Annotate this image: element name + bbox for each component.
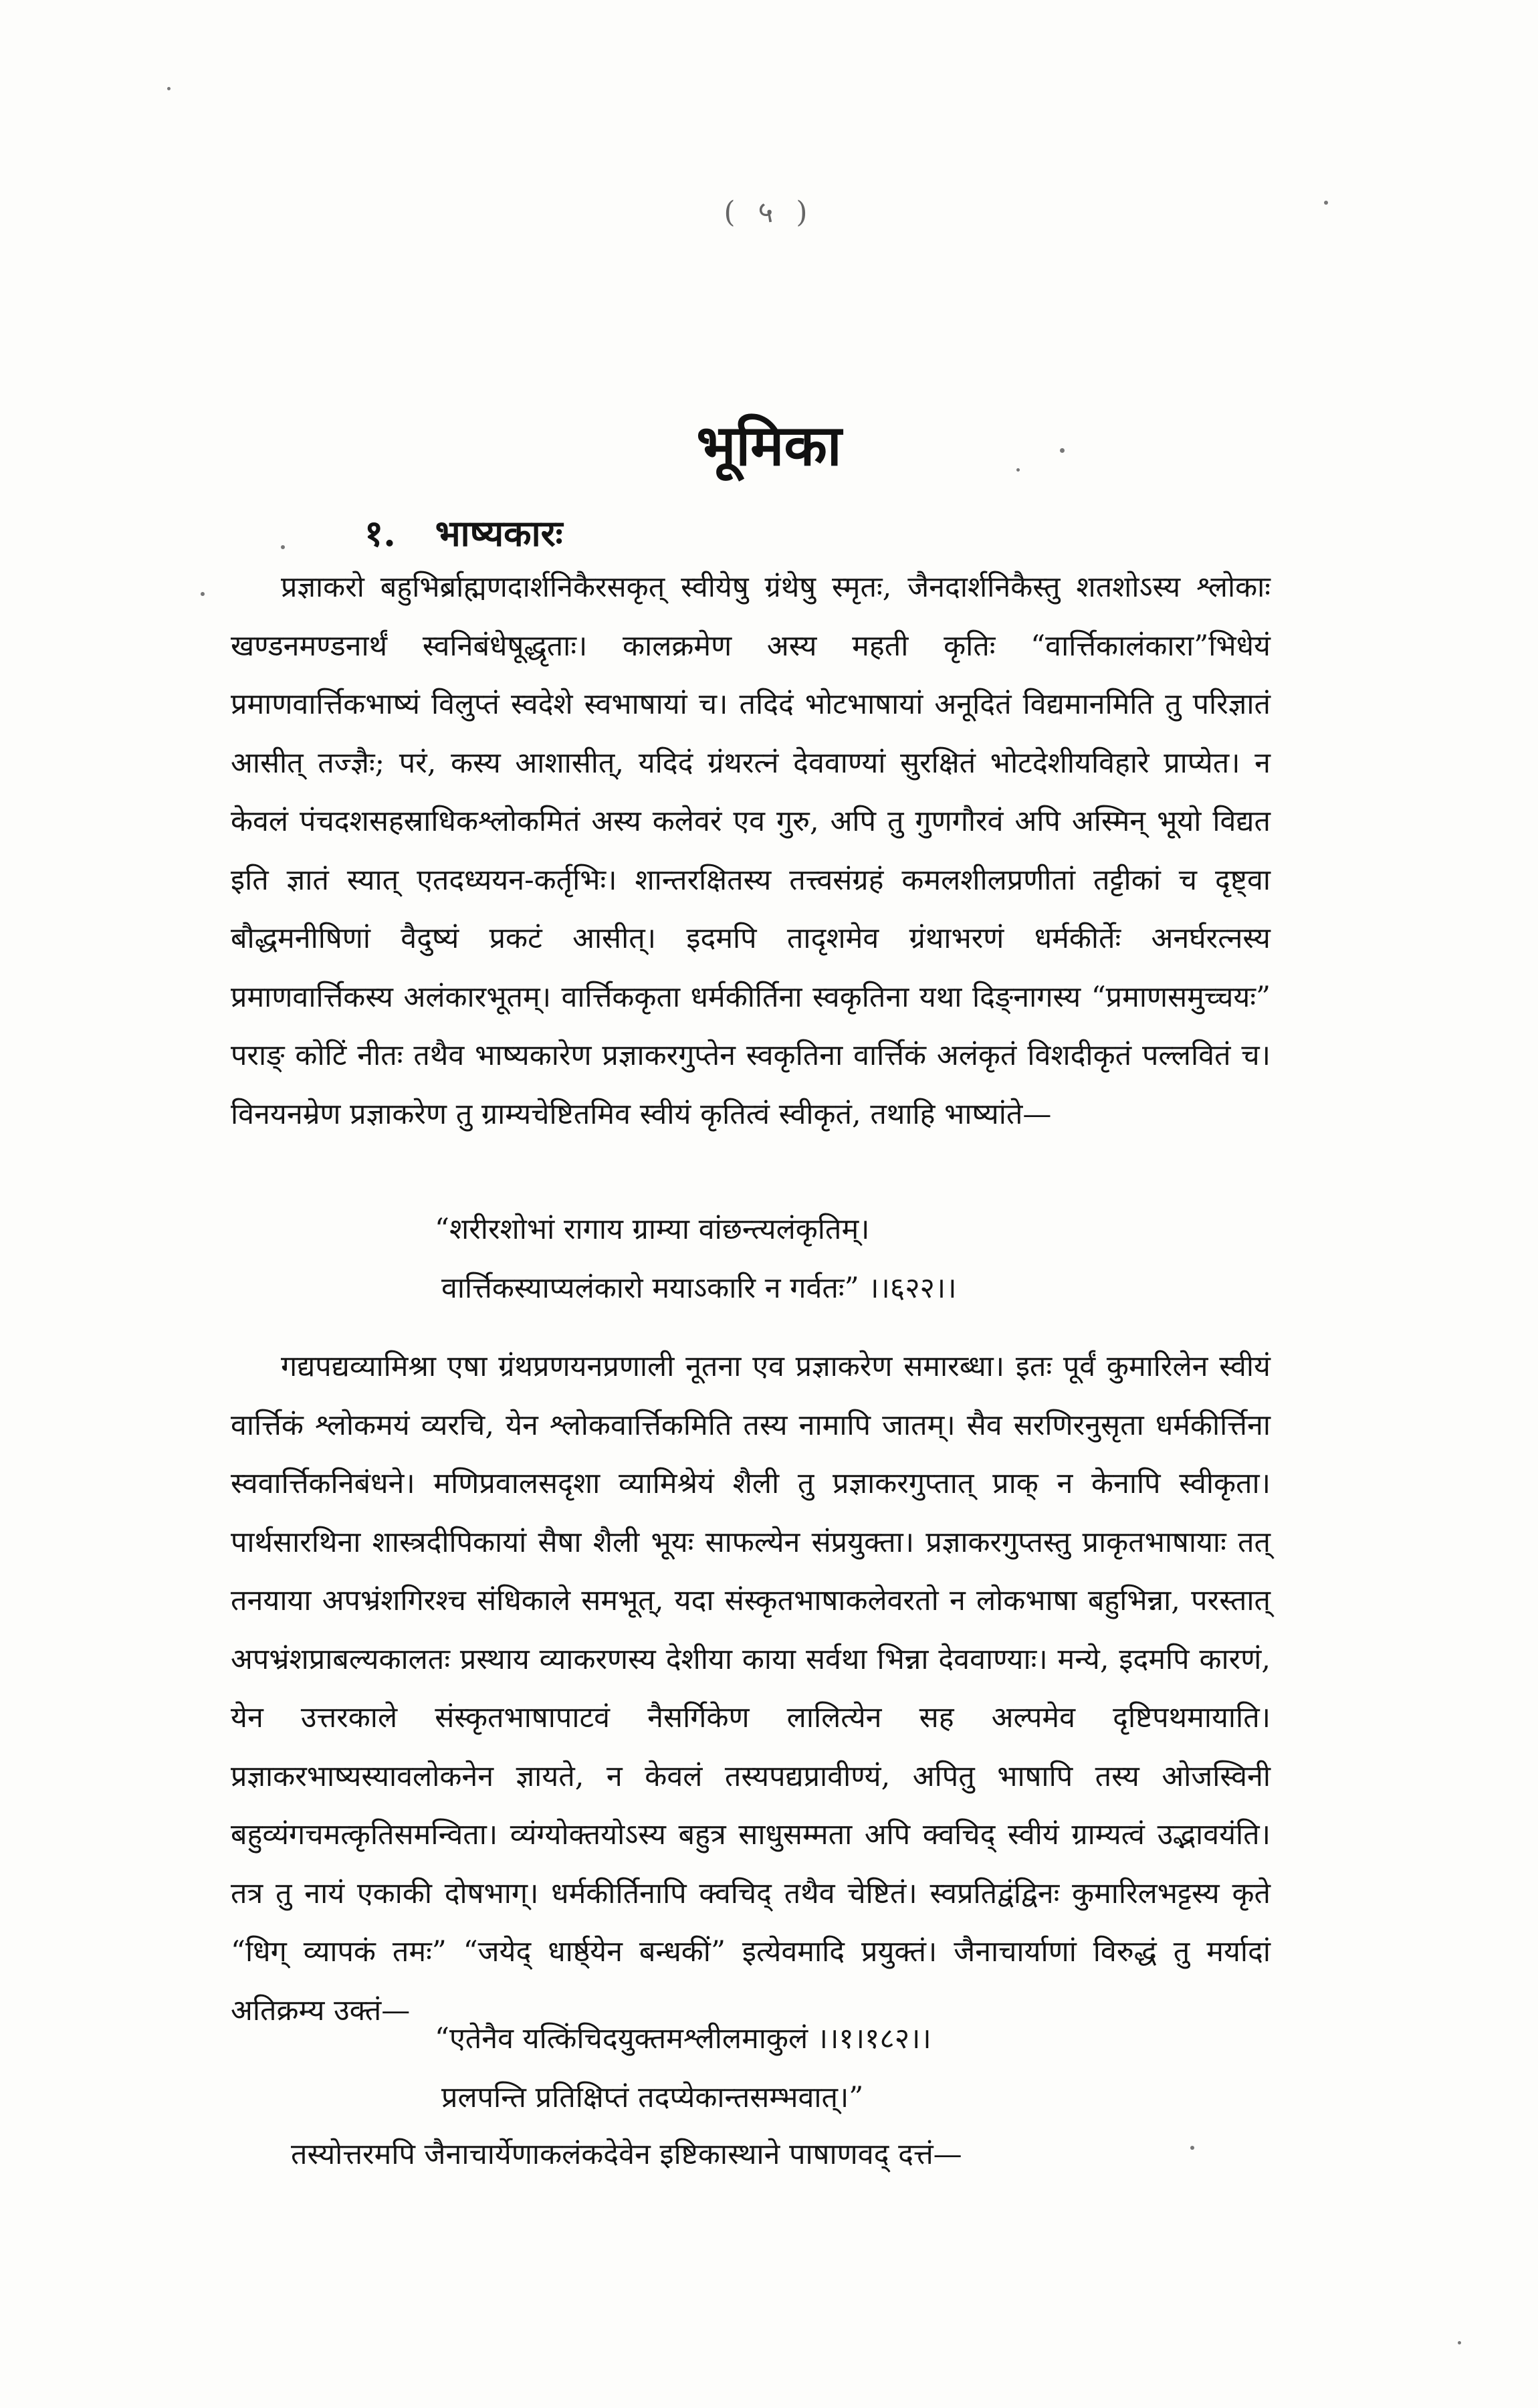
page-title: भूमिका — [696, 412, 842, 478]
scan-speck — [1016, 468, 1020, 472]
verse-2-line-2: प्रलपन्ति प्रतिक्षिप्तं तदप्येकान्तसम्भवात्।” — [441, 2080, 864, 2114]
scan-speck — [1060, 448, 1065, 453]
scan-speck — [1324, 201, 1328, 205]
paragraph-2: गद्यपद्यव्यामिश्रा एषा ग्रंथप्रणयनप्रणाली नूतना एव प्रज्ञाकरेण समारब्धा। इतः पूर्वं कुमारिलेन स्वीयं वार्त्तिकं श्लोकमयं व्यरचि, येन श्लोकवार्त्तिकमिति तस्य नामापि जातम्। सैव सरणिरनुसृता धर्मकीर्त्तिना स्ववार्त्तिकनिबंधने। मणिप्रवालसदृशा व्यामिश्रेयं शैली तु प्रज्ञाकरगुप्तात् प्राक् न केनापि स्वीकृता। पार्थसारथिना शास्त्रदीपिकायां सैषा शैली भूयः साफल्येन संप्रयुक्ता। प्रज्ञाकरगुप्तस्तु प्राकृतभाषायाः तत् तनयाया अपभ्रंशगिरश्च संधिकाले समभूत्, यदा संस्कृतभाषाकलेवरतो न लोकभाषा बहुभिन्ना, परस्तात् अपभ्रंशप्राबल्यकालतः प्रस्थाय व्याकरणस्य देशीया काया सर्वथा भिन्ना देववाण्याः। मन्ये, इदमपि कारणं, येन उत्तरकाले संस्कृतभाषापाटवं नैसर्गिकेण लालित्येन सह अल्पमेव दृष्टिपथमायाति। प्रज्ञाकरभाष्यस्यावलोकनेन ज्ञायते, न केवलं तस्यपद्यप्रावीण्यं, अपितु भाषापि तस्य ओजस्विनी बहुव्यंगचमत्कृतिसमन्विता। व्यंग्योक्तयोऽस्य बहुत्र साधुसम्मता अपि क्वचिद् स्वीयं ग्राम्यत्वं उद्भावयंति। तत्र तु नायं एकाकी दोषभाग्। धर्मकीर्तिनापि क्वचिद् तथैव चेष्टितं। स्वप्रतिद्वंद्विनः कुमारिलभट्टस्य कृते “धिग् व्यापकं तमः” “जयेद् धार्ष्ठ्येन बन्धकीं” इत्येवमादि प्रयुक्तं। जैनाचार्याणां विरुद्धं तु मर्यादां अतिक्रम्य उक्तं— — [231, 1350, 1271, 2027]
scan-speck — [1190, 2146, 1194, 2150]
section-heading — [364, 507, 563, 557]
paragraph-1: प्रज्ञाकरो बहुभिर्ब्राह्मणदार्शनिकैरसकृत् स्वीयेषु ग्रंथेषु स्मृतः, जैनदार्शनिकैस्तु शतशोऽस्य श्लोकाः खण्डनमण्डनार्थं स्वनिबंधेषूद्धृताः। कालक्रमेण अस्य महती कृतिः “वार्त्तिकालंकारा”भिधेयं प्रमाणवार्त्तिकभाष्यं विलुप्तं स्वदेशे स्वभाषायां च। तदिदं भोटभाषायां अनूदितं विद्यमानमिति तु परिज्ञातं आसीत् तज्ज्ञैः; परं, कस्य आशासीत्, यदिदं ग्रंथरत्नं देववाण्यां सुरक्षितं भोटदेशीयविहारे प्राप्येत। न केवलं पंचदशसहस्राधिकश्लोकमितं अस्य कलेवरं एव गुरु, अपि तु गुणगौरवं अपि अस्मिन् भूयो विद्यत इति ज्ञातं स्यात् एतदध्ययन-कर्तृभिः। शान्तरक्षितस्य तत्त्वसंग्रहं कमलशीलप्रणीतां तट्टीकां च दृष्ट्वा बौद्धमनीषिणां वैदुष्यं प्रकटं आसीत्। इदमपि तादृशमेव ग्रंथाभरणं धर्मकीर्तेः अनर्घरत्नस्य प्रमाणवार्त्तिकस्य अलंकारभूतम्। वार्त्तिककृता धर्मकीर्तिना स्वकृतिना यथा दिङ्नागस्य “प्रमाणसमुच्चयः” पराङ् कोटिं नीतः तथैव भाष्यकारेण प्रज्ञाकरगुप्तेन स्वकृतिना वार्त्तिकं अलंकृतं विशदीकृतं पल्लवितं च। विनयनम्रेण प्रज्ञाकरेण तु ग्राम्यचेष्टितमिव स्वीयं कृतित्वं स्वीकृतं, तथाहि भाष्यांते— — [231, 571, 1271, 1131]
scan-speck — [201, 592, 205, 596]
section-number: १. — [364, 512, 396, 555]
paragraph-3: तस्योत्तरमपि जैनाचार्येणाकलंकदेवेन इष्टिकास्थाने पाषाणवद् दत्तं— — [291, 2138, 962, 2171]
verse-2-line-1: “एतेनैव यत्किंचिदयुक्तमश्लीलमाकुलं ।।१।१८२।। — [435, 2022, 931, 2055]
page-number: ( ५ ) — [724, 195, 814, 229]
verse-1-line-1: “शरीरशोभां रागाय ग्राम्या वांछन्त्यलंकृतिम्। — [435, 1213, 870, 1246]
section-title: भाष्यकारः — [435, 512, 563, 555]
scan-speck — [167, 87, 171, 90]
verse-quote-1 — [435, 1201, 1271, 1318]
scan-speck — [1458, 2341, 1461, 2344]
verse-1-line-2: वार्त्तिकस्याप्यलंकारो मयाऽकारि न गर्वतः” ।।६२२।। — [441, 1271, 957, 1305]
verse-quote-2 — [435, 2010, 1271, 2127]
scan-speck — [281, 545, 285, 549]
